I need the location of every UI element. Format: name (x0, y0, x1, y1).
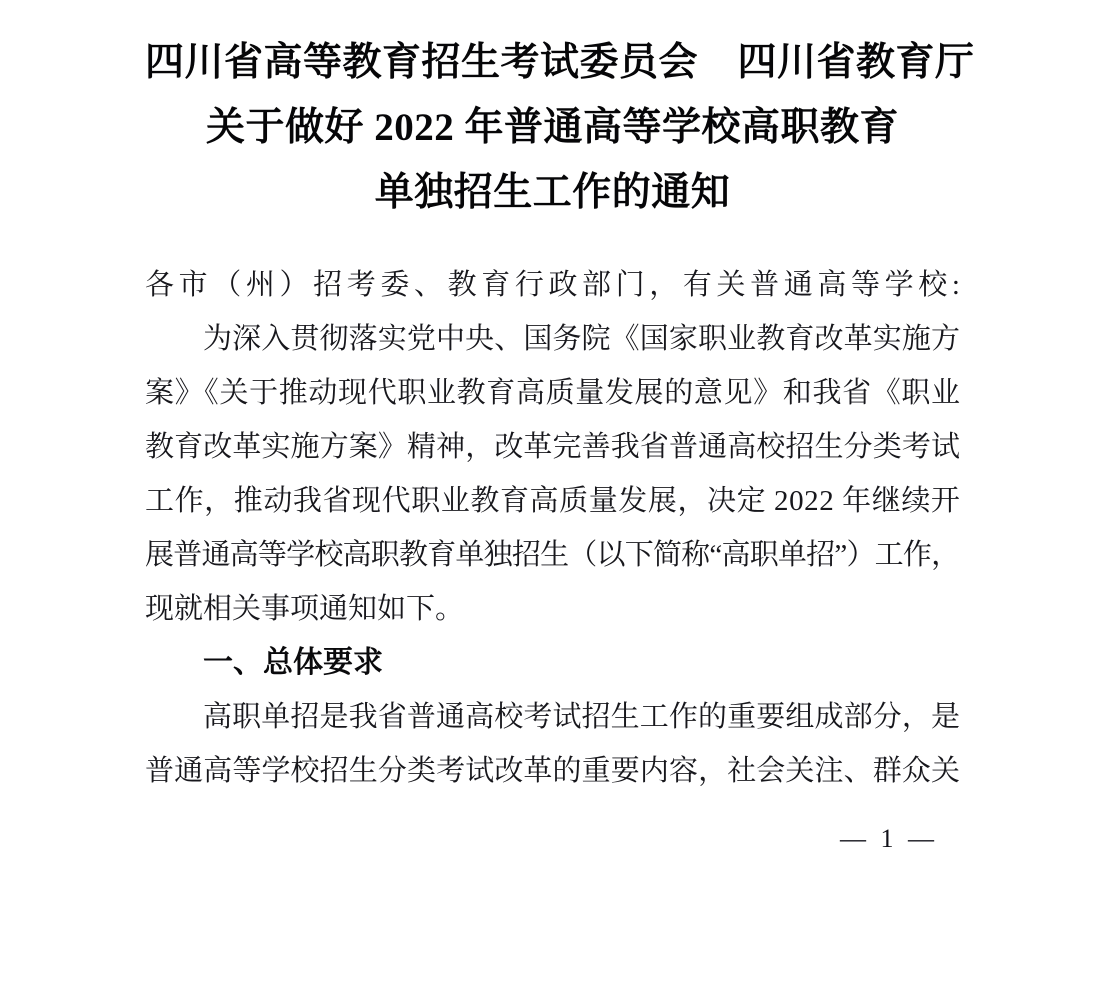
body-line-5 (145, 474, 960, 528)
body-line-text: 高职单招是我省普通高校考试招生工作的重要组成部分，是 (203, 701, 961, 733)
body-line-4 (145, 420, 960, 474)
body-line-6 (145, 528, 960, 582)
title-line-1: 四川省高等教育招生考试委员会 四川省教育厅 (145, 41, 975, 84)
body-line-1 (145, 258, 965, 312)
body-line-text: 为深入贯彻落实党中央、国务院《国家职业教育改革实施方 (203, 323, 961, 355)
title-line-2: 关于做好 2022 年普通高等学校高职教育 (205, 106, 899, 149)
title-line-3: 单独招生工作的通知 (374, 171, 731, 214)
body-line-2 (145, 312, 960, 366)
body-line-text: 现就相关事项通知如下。 (145, 593, 465, 625)
body-line-text: 案》《关于推动现代职业教育高质量发展的意见》和我省《职业 (145, 377, 961, 409)
page-number: — 1 — (840, 824, 938, 853)
document-body (145, 258, 965, 798)
body-line-text: 工作，推动我省现代职业教育高质量发展，决定 2022 年继续开 (145, 485, 961, 517)
body-line-text: 展普通高等学校高职教育单独招生（以下简称“高职单招”）工作， (145, 539, 960, 571)
body-line-text: 教育改革实施方案》精神，改革完善我省普通高校招生分类考试 (145, 431, 961, 463)
document-title (145, 30, 975, 225)
section-heading (145, 636, 960, 690)
body-line-3 (145, 366, 960, 420)
body-line-text: 一、总体要求 (203, 646, 383, 679)
body-line-text: 普通高等学校招生分类考试改革的重要内容，社会关注、群众关 (145, 755, 961, 787)
body-line-9 (145, 690, 960, 744)
body-line-text: 各市（州）招考委、教育行政部门，有关普通高等学校: (145, 269, 965, 301)
body-line-7 (145, 582, 960, 636)
body-line-10 (145, 744, 960, 798)
